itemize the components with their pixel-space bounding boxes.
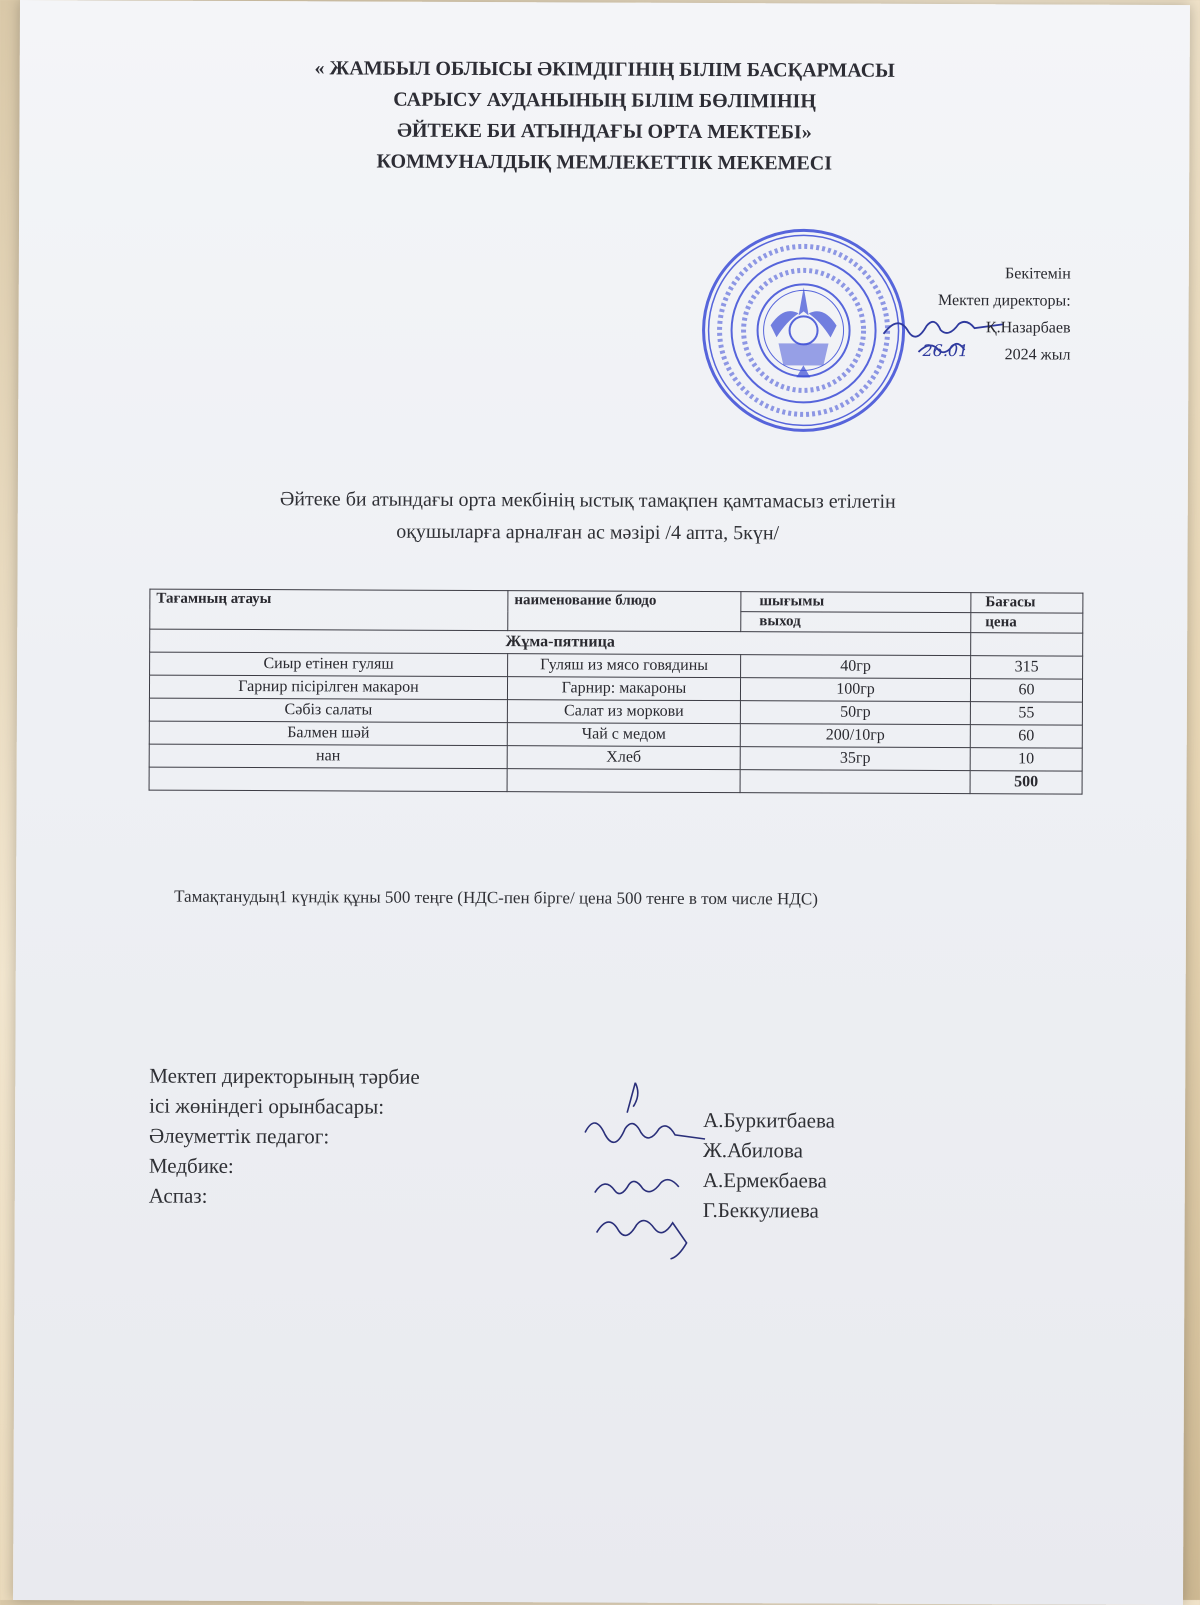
dish-kz: Сиыр етінен гуляш bbox=[150, 652, 508, 677]
table-header-row bbox=[150, 589, 1083, 613]
staff-signatures bbox=[574, 1072, 715, 1263]
menu-table bbox=[149, 589, 1084, 795]
approval-title: Бекітемін bbox=[1005, 265, 1071, 283]
document-sheet bbox=[13, 0, 1190, 1605]
dish-kz: Балмен шәй bbox=[149, 721, 507, 746]
handwritten-date: 26.01 bbox=[922, 340, 969, 361]
dish-ru: Салат из моркови bbox=[507, 700, 740, 724]
official-stamp bbox=[698, 225, 909, 436]
dish-price: 315 bbox=[971, 656, 1083, 679]
dish-kz: Гарнир пісірілген макарон bbox=[149, 675, 507, 700]
dish-output: 40гр bbox=[741, 655, 971, 679]
name-social-pedagogue: Ж.Абилова bbox=[702, 1137, 804, 1163]
role-deputy-line-2: ісі жөніндегі орынбасары: bbox=[149, 1093, 385, 1119]
name-nurse: А.Ермекбаева bbox=[702, 1167, 827, 1193]
approval-position: Мектеп директоры: bbox=[937, 292, 1071, 310]
header-line-1: « ЖАМБЫЛ ОБЛЫСЫ ӘКІМДІГІНІҢ БІЛІМ БАСҚАРМАСЫ bbox=[314, 57, 895, 82]
header-line-2: САРЫСУ АУДАНЫНЫҢ БІЛІМ БӨЛІМІНІҢ bbox=[393, 88, 816, 113]
dish-kz: Сәбіз салаты bbox=[149, 698, 507, 723]
table-total-row bbox=[149, 767, 1082, 794]
menu-title bbox=[18, 482, 1158, 551]
header-output-ru: выход bbox=[741, 612, 971, 633]
dish-output: 100гр bbox=[740, 678, 970, 702]
role-nurse: Медбике: bbox=[148, 1153, 234, 1178]
role-social-pedagogue: Әлеуметтік педагог: bbox=[148, 1123, 330, 1149]
dish-kz: нан bbox=[149, 744, 507, 769]
approval-name: Қ.Назарбаев bbox=[985, 319, 1071, 337]
dish-ru: Чай с медом bbox=[507, 723, 740, 747]
approval-year: 2024 жыл bbox=[1004, 346, 1071, 364]
header-line-3: ӘЙТЕКЕ БИ АТЫНДАҒЫ ОРТА МЕКТЕБІ» bbox=[397, 119, 812, 144]
staff-names bbox=[703, 1105, 835, 1226]
dish-output: 35гр bbox=[740, 747, 970, 771]
day-label: Жұма-пятница bbox=[150, 629, 971, 656]
total-price: 500 bbox=[970, 771, 1082, 794]
dish-output: 50гр bbox=[740, 701, 970, 725]
header-name-kz: Тағамның атауы bbox=[150, 589, 508, 631]
header-output-kz: шығымы bbox=[741, 592, 971, 613]
header-price-ru: цена bbox=[971, 613, 1083, 633]
dish-ru: Хлеб bbox=[507, 746, 740, 770]
approval-block bbox=[938, 260, 1071, 369]
name-deputy: А.Буркитбаева bbox=[703, 1107, 836, 1133]
dish-price: 10 bbox=[970, 748, 1082, 771]
menu-title-line-1: Әйтеке би атындағы орта мекбінің ыстық тамақпен қамтамасыз етілетін bbox=[279, 488, 896, 513]
role-cook: Аспаз: bbox=[148, 1183, 208, 1208]
dish-ru: Гарнир: макароны bbox=[507, 677, 740, 701]
role-deputy-line-1: Мектеп директорының тәрбие bbox=[149, 1063, 420, 1089]
header-name-ru: наименование блюдо bbox=[508, 591, 741, 632]
dish-price: 55 bbox=[970, 702, 1082, 725]
menu-title-line-2: оқушыларға арналған ас мәзірі /4 апта, 5күн/ bbox=[396, 520, 780, 545]
dish-price: 60 bbox=[970, 725, 1082, 748]
price-note: Тамақтанудың1 күндік құны 500 теңге (НДС-пен бірге/ цена 500 тенге в том числе НДС) bbox=[174, 886, 818, 909]
organization-header bbox=[19, 52, 1190, 181]
name-cook: Г.Беккулиева bbox=[702, 1197, 819, 1223]
dish-output: 200/10гр bbox=[740, 724, 970, 748]
dish-ru: Гуляш из мясо говядины bbox=[508, 654, 741, 678]
header-line-4: КОММУНАЛДЫҚ МЕМЛЕКЕТТІК МЕКЕМЕСІ bbox=[376, 150, 833, 175]
dish-price: 60 bbox=[970, 679, 1082, 702]
header-price-kz: Бағасы bbox=[971, 593, 1083, 613]
staff-roles bbox=[149, 1061, 420, 1212]
